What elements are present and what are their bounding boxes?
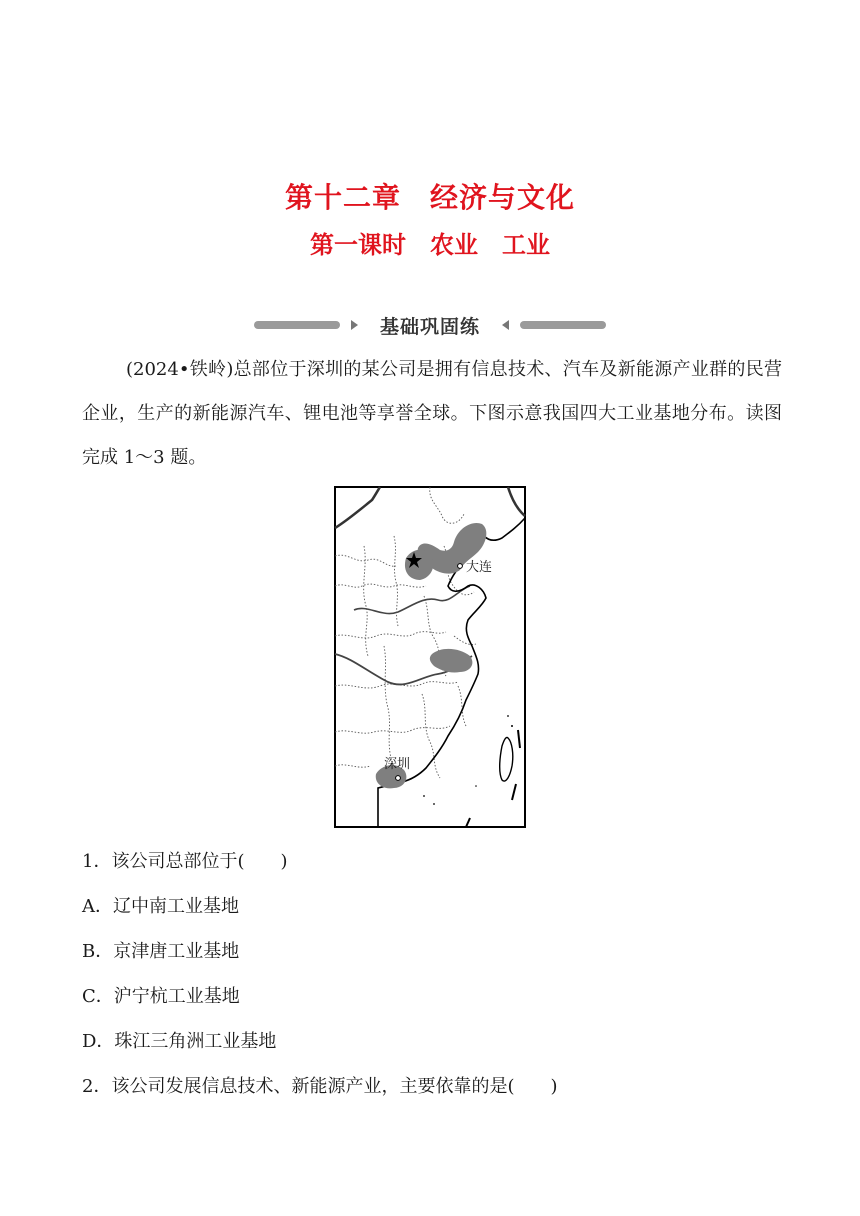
triangle-left-icon xyxy=(502,320,509,330)
lesson-title: 第一课时 农业 工业 xyxy=(310,231,550,259)
shenzhen-marker xyxy=(396,776,401,781)
question-1-option-c: C．沪宁杭工业基地 xyxy=(82,986,240,1007)
banner-label: 基础巩固练 xyxy=(379,316,480,338)
banner-bar-right xyxy=(520,321,606,329)
question-1-option-d: D．珠江三角洲工业基地 xyxy=(82,1031,277,1052)
triangle-right-icon xyxy=(351,320,358,330)
question-1-stem: 1．该公司总部位于( ) xyxy=(82,851,288,872)
dalian-marker xyxy=(458,564,463,569)
banner-bar-left xyxy=(254,321,340,329)
shenzhen-label: 深圳 xyxy=(384,757,411,772)
industrial-bases-map xyxy=(334,486,526,828)
map-frame xyxy=(335,487,525,827)
section-banner xyxy=(254,311,606,339)
chapter-title: 第十二章 经济与文化 xyxy=(284,181,575,214)
intro-paragraph: (2024•铁岭)总部位于深圳的某公司是拥有信息技术、汽车及新能源产业群的民营企业，生产的新能源汽车、锂电池等享誉全球。下图示意我国四大工业基地分布。读图完成 1～3 题。 xyxy=(82,359,782,468)
question-2-stem: 2．该公司发展信息技术、新能源产业，主要依靠的是( ) xyxy=(82,1076,558,1097)
question-1-option-b: B．京津唐工业基地 xyxy=(82,941,240,962)
question-1-option-a: A．辽中南工业基地 xyxy=(82,896,239,917)
dalian-label: 大连 xyxy=(466,560,493,575)
